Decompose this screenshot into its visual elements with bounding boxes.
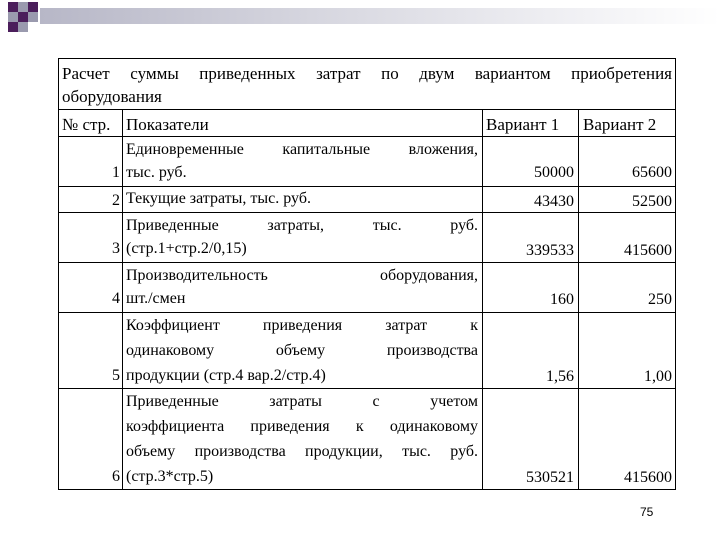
decoration-square bbox=[18, 22, 28, 32]
row-label-line: объему производства продукции, тыс. руб. bbox=[126, 443, 478, 460]
value-variant-1: 1,56 bbox=[546, 368, 574, 385]
row-number: 3 bbox=[112, 240, 120, 257]
decoration-square bbox=[28, 2, 38, 12]
header-variant-2: Вариант 2 bbox=[583, 115, 657, 134]
header-variant-1: Вариант 1 bbox=[486, 115, 560, 134]
page-number: 75 bbox=[640, 505, 654, 519]
row-number: 5 bbox=[112, 367, 120, 384]
row-label-line: продукции (стр.4 вар.2/стр.4) bbox=[126, 367, 326, 384]
header-indicator: Показатели bbox=[126, 115, 209, 134]
slide-decoration bbox=[0, 0, 720, 40]
decoration-square bbox=[8, 22, 18, 32]
table-divider bbox=[58, 312, 676, 313]
header-row-number: № стр. bbox=[62, 115, 111, 134]
table-divider bbox=[58, 388, 676, 389]
row-label-line: Производительность оборудования, bbox=[126, 267, 478, 284]
row-label-line: шт./смен bbox=[126, 290, 186, 307]
row-number: 6 bbox=[112, 468, 120, 485]
row-label-line: коэффициента приведения к одинаковому bbox=[126, 418, 478, 435]
value-variant-1: 339533 bbox=[526, 242, 574, 259]
value-variant-1: 50000 bbox=[534, 164, 574, 181]
table-title-continuation: оборудования bbox=[62, 87, 162, 106]
value-variant-2: 1,00 bbox=[644, 368, 672, 385]
row-label-line: (стр.1+стр.2/0,15) bbox=[126, 240, 247, 257]
row-label-line: (стр.3*стр.5) bbox=[126, 468, 214, 485]
table-column-divider bbox=[578, 109, 579, 490]
value-variant-2: 65600 bbox=[632, 164, 672, 181]
row-number: 2 bbox=[112, 192, 120, 209]
decoration-square bbox=[28, 12, 38, 22]
decoration-square bbox=[18, 12, 28, 22]
decoration-square bbox=[18, 2, 28, 12]
row-label-line: Текущие затраты, тыс. руб. bbox=[126, 190, 311, 207]
row-number: 4 bbox=[112, 290, 120, 307]
table-column-divider bbox=[122, 109, 123, 490]
value-variant-2: 415600 bbox=[624, 469, 672, 486]
table-divider bbox=[58, 262, 676, 263]
table-column-divider bbox=[482, 109, 483, 490]
row-label-line: Коэффициент приведения затрат к bbox=[126, 317, 478, 334]
decoration-gradient-strip bbox=[40, 8, 720, 24]
row-label-line: Единовременные капитальные вложения, bbox=[126, 141, 478, 158]
row-number: 1 bbox=[112, 164, 120, 181]
decoration-square bbox=[8, 12, 18, 22]
table-divider bbox=[58, 136, 676, 137]
value-variant-2: 415600 bbox=[624, 242, 672, 259]
table-divider bbox=[58, 109, 676, 110]
row-label-line: Приведенные затраты, тыс. руб. bbox=[126, 217, 478, 234]
value-variant-1: 530521 bbox=[526, 469, 574, 486]
value-variant-1: 160 bbox=[550, 291, 574, 308]
row-label-line: одинаковому объему производства bbox=[126, 342, 478, 359]
value-variant-1: 43430 bbox=[534, 193, 574, 210]
row-label-line: тыс. руб. bbox=[126, 164, 187, 181]
decoration-square bbox=[8, 2, 18, 12]
table-title: Расчет суммы приведенных затрат по двум вариантом приобретения bbox=[62, 64, 672, 83]
value-variant-2: 250 bbox=[648, 291, 672, 308]
value-variant-2: 52500 bbox=[632, 193, 672, 210]
row-label-line: Приведенные затраты с учетом bbox=[126, 393, 478, 410]
